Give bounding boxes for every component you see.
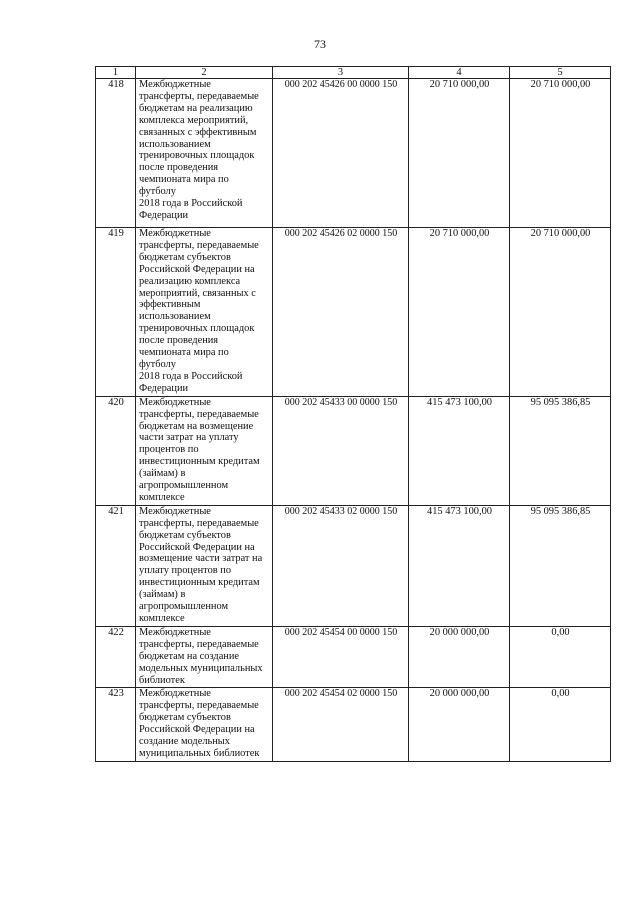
row-code: 000 202 45426 02 0000 150 bbox=[273, 228, 409, 397]
row-name: Межбюджетные трансферты, передаваемые бюджетам на возмещение части затрат на уплату процентов по инвестиционным кредитам (займам) в агропромышленном комплексе bbox=[136, 396, 273, 505]
row-amount-executed: 95 095 386,85 bbox=[510, 505, 611, 626]
row-name: Межбюджетные трансферты, передаваемые бюджетам на реализацию комплекса мероприятий, связанных с эффективным использованием тренировочных площадок после проведения чемпионата мира по футболу 2018 года в Российской Федерации bbox=[136, 79, 273, 228]
table-row bbox=[96, 228, 611, 397]
row-name: Межбюджетные трансферты, передаваемые бюджетам субъектов Российской Федерации на реализацию комплекса мероприятий, связанных с эффективным использованием тренировочных площадок после проведения чемпионата мира по футболу 2018 года в Российской Федерации bbox=[136, 228, 273, 397]
row-amount-executed: 20 710 000,00 bbox=[510, 79, 611, 228]
row-code: 000 202 45426 00 0000 150 bbox=[273, 79, 409, 228]
row-code: 000 202 45454 02 0000 150 bbox=[273, 688, 409, 761]
budget-table bbox=[95, 66, 611, 762]
row-number: 419 bbox=[96, 228, 136, 397]
row-amount-planned: 415 473 100,00 bbox=[409, 396, 510, 505]
table-row bbox=[96, 688, 611, 761]
row-code: 000 202 45433 02 0000 150 bbox=[273, 505, 409, 626]
row-number: 423 bbox=[96, 688, 136, 761]
row-number: 422 bbox=[96, 626, 136, 688]
page-number: 73 bbox=[314, 37, 326, 51]
row-amount-planned: 415 473 100,00 bbox=[409, 505, 510, 626]
header-row bbox=[96, 67, 611, 79]
table-row bbox=[96, 626, 611, 688]
table-row bbox=[96, 505, 611, 626]
header-col-3: 3 bbox=[273, 67, 409, 79]
row-number: 421 bbox=[96, 505, 136, 626]
row-amount-planned: 20 000 000,00 bbox=[409, 688, 510, 761]
row-name: Межбюджетные трансферты, передаваемые бюджетам субъектов Российской Федерации на создание модельных муниципальных библиотек bbox=[136, 688, 273, 761]
row-amount-planned: 20 000 000,00 bbox=[409, 626, 510, 688]
row-amount-executed: 0,00 bbox=[510, 626, 611, 688]
row-amount-executed: 20 710 000,00 bbox=[510, 228, 611, 397]
row-number: 420 bbox=[96, 396, 136, 505]
table-row bbox=[96, 79, 611, 228]
header-col-4: 4 bbox=[409, 67, 510, 79]
header-col-2: 2 bbox=[136, 67, 273, 79]
header-col-5: 5 bbox=[510, 67, 611, 79]
row-amount-executed: 95 095 386,85 bbox=[510, 396, 611, 505]
row-number: 418 bbox=[96, 79, 136, 228]
row-amount-planned: 20 710 000,00 bbox=[409, 79, 510, 228]
row-name: Межбюджетные трансферты, передаваемые бюджетам субъектов Российской Федерации на возмещение части затрат на уплату процентов по инвестиционным кредитам (займам) в агропромышленном комплексе bbox=[136, 505, 273, 626]
row-code: 000 202 45454 00 0000 150 bbox=[273, 626, 409, 688]
row-name: Межбюджетные трансферты, передаваемые бюджетам на создание модельных муниципальных библиотек bbox=[136, 626, 273, 688]
header-col-1: 1 bbox=[96, 67, 136, 79]
row-code: 000 202 45433 00 0000 150 bbox=[273, 396, 409, 505]
row-amount-planned: 20 710 000,00 bbox=[409, 228, 510, 397]
table-row bbox=[96, 396, 611, 505]
row-amount-executed: 0,00 bbox=[510, 688, 611, 761]
